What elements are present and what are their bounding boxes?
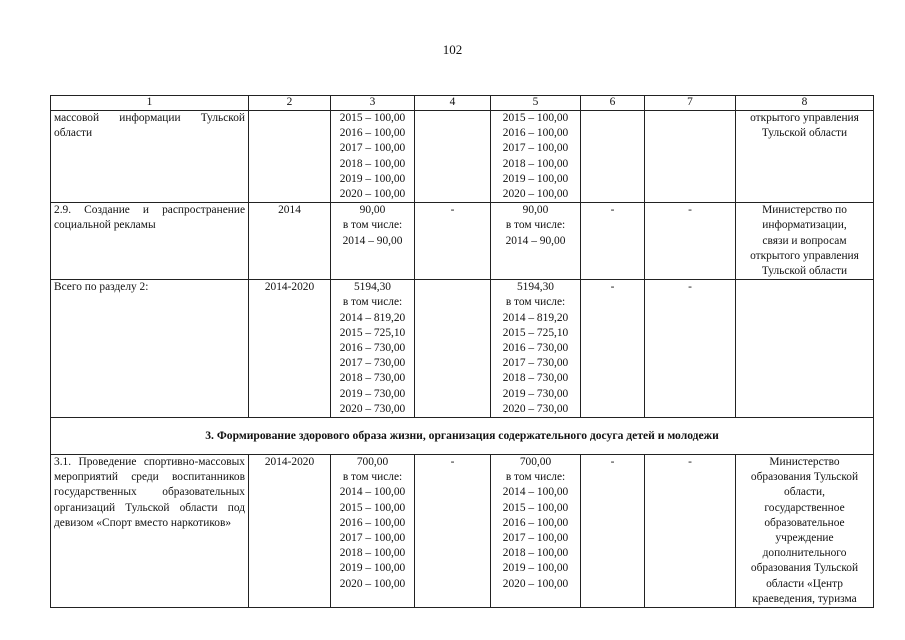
funding-line: 90,00: [359, 204, 386, 217]
measure-name-cell: массовой информации Тульской области: [51, 111, 249, 203]
funding-line: в том числе:: [505, 471, 566, 484]
col-header-4: 4: [415, 96, 491, 111]
funding-line: 5194,30: [516, 281, 555, 294]
total-funding-cell: [331, 280, 415, 418]
responsible-line: области,: [784, 486, 825, 499]
funding-line: 2016 – 730,00: [339, 342, 406, 355]
total-funding-cell: [331, 203, 415, 280]
col-header-3: 3: [331, 96, 415, 111]
total-funding-cell: [331, 111, 415, 203]
measure-name-cell: 2.9. Создание и распространение социальной рекламы: [51, 203, 249, 280]
responsible-line: открытого управления: [750, 112, 859, 124]
responsible-line: образования Тульской: [750, 562, 859, 575]
responsible-line: области «Центр: [766, 577, 843, 590]
funding-line: 2014 – 819,20: [502, 311, 569, 324]
local-funding-cell: [581, 111, 645, 203]
funding-line: 2020 – 100,00: [339, 188, 406, 201]
funding-line: 2016 – 100,00: [339, 127, 406, 140]
column-number-row: [51, 96, 874, 111]
funding-line: 2019 – 730,00: [339, 387, 406, 400]
funding-line: 2015 – 100,00: [339, 501, 406, 514]
period-cell: 2014-2020: [249, 455, 331, 608]
program-table: [50, 95, 874, 608]
other-funding-cell: -: [645, 203, 736, 280]
local-funding-cell: -: [581, 203, 645, 280]
funding-line: 2015 – 100,00: [339, 112, 406, 124]
table-row: [51, 280, 874, 418]
funding-line: 2020 – 730,00: [339, 402, 406, 415]
funding-line: 2018 – 100,00: [502, 547, 569, 560]
funding-line: в том числе:: [505, 296, 566, 309]
responsible-line: Тульской области: [761, 127, 848, 140]
responsible-line: образовательное: [764, 516, 845, 529]
responsible-line: Министерство: [769, 456, 840, 469]
responsible-line: открытого управления: [750, 249, 859, 262]
federal-funding-cell: [415, 280, 491, 418]
funding-line: 5194,30: [353, 281, 392, 294]
funding-line: 2018 – 100,00: [502, 157, 569, 170]
responsible-line: учреждение: [775, 532, 834, 545]
funding-line: 2014 – 819,20: [339, 311, 406, 324]
responsible-cell: [736, 455, 874, 608]
col-header-8: 8: [736, 96, 874, 111]
funding-line: 2016 – 100,00: [502, 127, 569, 140]
responsible-cell: [736, 203, 874, 280]
funding-line: в том числе:: [342, 471, 403, 484]
regional-funding-cell: [491, 280, 581, 418]
page-number: 102: [442, 42, 463, 57]
col-header-1: 1: [51, 96, 249, 111]
measure-name-cell: Всего по разделу 2:: [51, 280, 249, 418]
funding-line: 2017 – 100,00: [502, 142, 569, 155]
funding-line: 2017 – 730,00: [502, 357, 569, 370]
funding-line: 2015 – 100,00: [502, 112, 569, 124]
local-funding-cell: -: [581, 280, 645, 418]
funding-line: в том числе:: [342, 219, 403, 232]
funding-line: 2018 – 100,00: [339, 547, 406, 560]
total-funding-cell: [331, 455, 415, 608]
responsible-line: связи и вопросам: [762, 234, 847, 247]
funding-line: 2015 – 725,10: [339, 326, 406, 339]
funding-line: 2019 – 100,00: [339, 172, 406, 185]
table-row: [51, 111, 874, 203]
funding-line: 2017 – 100,00: [339, 532, 406, 545]
measure-name-cell: 3.1. Проведение спортивно-массовых мероприятий среди воспитанников государственных образовательных организаций Тульской области под девизом «Спорт вместо наркотиков»: [51, 455, 249, 608]
responsible-line: дополнительного: [762, 547, 847, 560]
funding-line: 2018 – 730,00: [339, 372, 406, 385]
federal-funding-cell: -: [415, 203, 491, 280]
period-cell: [249, 111, 331, 203]
other-funding-cell: -: [645, 280, 736, 418]
funding-line: 2017 – 730,00: [339, 357, 406, 370]
funding-line: 2016 – 100,00: [502, 516, 569, 529]
period-cell: 2014-2020: [249, 280, 331, 418]
funding-line: в том числе:: [505, 219, 566, 232]
section-title: 3. Формирование здорового образа жизни, организация содержательного досуга детей и молодежи: [51, 418, 874, 455]
responsible-cell: [736, 280, 874, 418]
funding-line: 700,00: [519, 456, 552, 469]
funding-line: 2018 – 730,00: [502, 372, 569, 385]
funding-line: 2019 – 730,00: [502, 387, 569, 400]
period-cell: 2014: [249, 203, 331, 280]
regional-funding-cell: [491, 111, 581, 203]
responsible-line: государственное: [764, 501, 845, 514]
funding-line: 2017 – 100,00: [502, 532, 569, 545]
funding-line: 2019 – 100,00: [502, 172, 569, 185]
table-row: [51, 455, 874, 608]
funding-line: в том числе:: [342, 296, 403, 309]
federal-funding-cell: [415, 111, 491, 203]
funding-line: 2014 – 90,00: [505, 234, 566, 247]
responsible-line: Министерство по: [762, 204, 847, 217]
other-funding-cell: [645, 111, 736, 203]
responsible-line: информатизации,: [762, 219, 847, 232]
funding-line: 2019 – 100,00: [339, 562, 406, 575]
responsible-line: краеведения, туризма: [752, 592, 857, 605]
funding-line: 2020 – 100,00: [502, 188, 569, 201]
local-funding-cell: -: [581, 455, 645, 608]
funding-line: 2016 – 100,00: [339, 516, 406, 529]
section-header-row: [51, 418, 874, 455]
responsible-line: образования Тульской: [750, 471, 859, 484]
funding-line: 2020 – 730,00: [502, 402, 569, 415]
funding-line: 2016 – 730,00: [502, 342, 569, 355]
funding-line: 2015 – 100,00: [502, 501, 569, 514]
funding-line: 2014 – 100,00: [339, 486, 406, 499]
col-header-6: 6: [581, 96, 645, 111]
funding-line: 2020 – 100,00: [502, 577, 569, 590]
funding-line: 2018 – 100,00: [339, 157, 406, 170]
federal-funding-cell: -: [415, 455, 491, 608]
table-row: [51, 203, 874, 280]
responsible-line: Тульской области: [761, 265, 848, 278]
funding-line: 2014 – 100,00: [502, 486, 569, 499]
col-header-5: 5: [491, 96, 581, 111]
funding-line: 2019 – 100,00: [502, 562, 569, 575]
funding-line: 2014 – 90,00: [342, 234, 403, 247]
col-header-7: 7: [645, 96, 736, 111]
regional-funding-cell: [491, 455, 581, 608]
funding-line: 2020 – 100,00: [339, 577, 406, 590]
funding-line: 700,00: [356, 456, 389, 469]
other-funding-cell: -: [645, 455, 736, 608]
funding-line: 90,00: [522, 204, 549, 217]
responsible-cell: [736, 111, 874, 203]
funding-line: 2017 – 100,00: [339, 142, 406, 155]
regional-funding-cell: [491, 203, 581, 280]
funding-line: 2015 – 725,10: [502, 326, 569, 339]
col-header-2: 2: [249, 96, 331, 111]
